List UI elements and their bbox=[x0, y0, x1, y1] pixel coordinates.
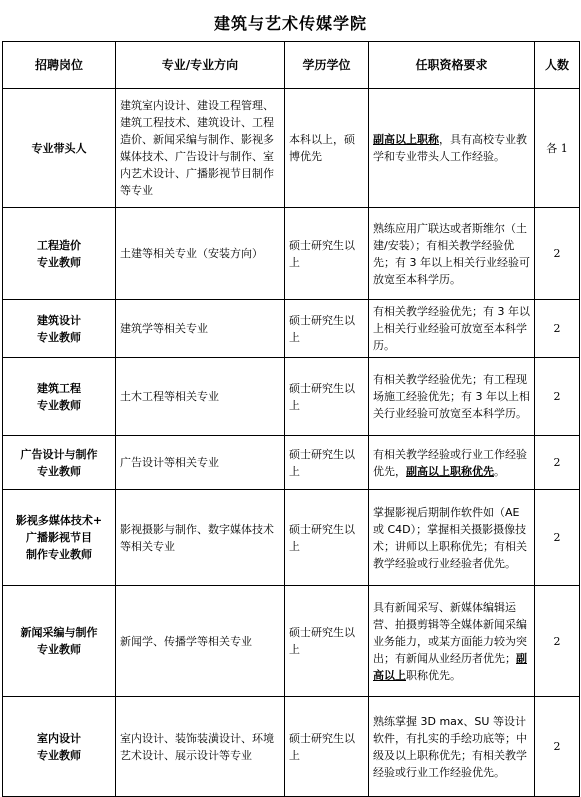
requirement-text: 熟练掌握 3D max、SU 等设计软件，有扎实的手绘功底等；中级及以上职称优先；有相关教学经验或行业工作经验优先。 bbox=[373, 714, 527, 779]
cell-position bbox=[3, 586, 116, 697]
table-header-row bbox=[3, 42, 580, 89]
position-line: 影视多媒体技术+ bbox=[15, 514, 103, 527]
cell-education: 硕士研究生以上 bbox=[285, 358, 369, 436]
cell-position bbox=[3, 300, 116, 358]
header-count: 人数 bbox=[535, 42, 580, 89]
position-line: 建筑设计 bbox=[37, 313, 81, 327]
cell-requirements bbox=[369, 436, 535, 490]
requirement-text: 职称优先。 bbox=[406, 668, 461, 682]
cell-major: 土木工程等相关专业 bbox=[116, 358, 285, 436]
position-line: 广告设计与制作 bbox=[20, 447, 98, 461]
cell-education: 硕士研究生以上 bbox=[285, 697, 369, 797]
requirement-emphasis: 副高以上职称优先 bbox=[406, 464, 494, 478]
position-line: 专业带头人 bbox=[31, 141, 87, 155]
header-major: 专业/专业方向 bbox=[116, 42, 285, 89]
position-line: 广播影视节目 bbox=[26, 531, 92, 544]
position-line: 专业教师 bbox=[37, 398, 81, 412]
cell-count: 2 bbox=[535, 358, 580, 436]
table-body bbox=[3, 89, 580, 797]
table-row bbox=[3, 586, 580, 697]
cell-education: 硕士研究生以上 bbox=[285, 490, 369, 586]
requirement-text: 具有新闻采写、新媒体编辑运营、拍摄剪辑等全媒体新闻采编业务能力，或某方面能力较为突出；有新闻从业经历者优先； bbox=[373, 600, 527, 665]
cell-count: 2 bbox=[535, 490, 580, 586]
cell-position bbox=[3, 208, 116, 300]
cell-major: 新闻学、传播学等相关专业 bbox=[116, 586, 285, 697]
cell-education: 硕士研究生以上 bbox=[285, 436, 369, 490]
recruitment-table bbox=[2, 41, 580, 797]
position-line: 专业教师 bbox=[37, 330, 81, 344]
cell-major: 土建等相关专业（安装方向） bbox=[116, 208, 285, 300]
position-line: 新闻采编与制作 bbox=[20, 626, 98, 639]
cell-count: 各 1 bbox=[535, 89, 580, 208]
position-line: 专业教师 bbox=[37, 464, 81, 478]
table-row bbox=[3, 697, 580, 797]
requirement-text: 有相关教学经验优先；有 3 年以上相关行业经验可放宽至本科学历。 bbox=[373, 305, 530, 352]
header-requirements: 任职资格要求 bbox=[369, 42, 535, 89]
table-row bbox=[3, 300, 580, 358]
cell-major: 建筑室内设计、建设工程管理、建筑工程技术、建筑设计、工程造价、新闻采编与制作、影视多媒体技术、广告设计与制作、室内艺术设计、广播影视节目制作等专业 bbox=[116, 89, 285, 208]
page-title: 建筑与艺术传媒学院 bbox=[213, 13, 367, 33]
requirement-text: 有相关教学经验优先；有工程现场施工经验优先；有 3 年以上相关行业经验可放宽至本科学历。 bbox=[373, 373, 530, 420]
cell-education: 本科以上，硕博优先 bbox=[285, 89, 369, 208]
table-row bbox=[3, 358, 580, 436]
position-line: 专业教师 bbox=[37, 255, 81, 269]
cell-requirements bbox=[369, 697, 535, 797]
requirement-text: ，具有高校专业教学和专业带头人工作经验。 bbox=[373, 133, 527, 163]
cell-major: 影视摄影与制作、数字媒体技术等相关专业 bbox=[116, 490, 285, 586]
position-line: 制作专业教师 bbox=[26, 548, 92, 561]
position-line: 专业教师 bbox=[37, 748, 81, 762]
cell-count: 2 bbox=[535, 208, 580, 300]
requirement-text: 掌握影视后期制作软件如（AE 或 C4D）；掌握相关摄影摄像技术；讲师以上职称优先；有相关教学经验或行业经验者优先。 bbox=[373, 505, 527, 570]
cell-requirements bbox=[369, 208, 535, 300]
table-row bbox=[3, 436, 580, 490]
cell-requirements bbox=[369, 89, 535, 208]
cell-requirements bbox=[369, 300, 535, 358]
header-position: 招聘岗位 bbox=[3, 42, 116, 89]
cell-position bbox=[3, 358, 116, 436]
cell-position bbox=[3, 89, 116, 208]
cell-major: 建筑学等相关专业 bbox=[116, 300, 285, 358]
position-line: 室内设计 bbox=[37, 731, 81, 745]
cell-position bbox=[3, 436, 116, 490]
cell-count: 2 bbox=[535, 697, 580, 797]
table-row bbox=[3, 490, 580, 586]
cell-education: 硕士研究生以上 bbox=[285, 300, 369, 358]
cell-requirements bbox=[369, 586, 535, 697]
cell-major: 室内设计、装饰装潢设计、环境艺术设计、展示设计等专业 bbox=[116, 697, 285, 797]
cell-major: 广告设计等相关专业 bbox=[116, 436, 285, 490]
requirement-text: 有相关教学经验或行业工作经验优先， bbox=[373, 447, 527, 478]
cell-count: 2 bbox=[535, 436, 580, 490]
cell-requirements bbox=[369, 490, 535, 586]
cell-count: 2 bbox=[535, 586, 580, 697]
cell-position bbox=[3, 697, 116, 797]
cell-count: 2 bbox=[535, 300, 580, 358]
requirement-text: 熟练应用广联达或者斯维尔（土建/安装）；有相关教学经验优先；有 3 年以上相关行业经验可放宽至本科学历。 bbox=[373, 221, 530, 286]
position-line: 建筑工程 bbox=[37, 381, 81, 395]
requirement-text: 。 bbox=[494, 464, 505, 478]
header-education: 学历学位 bbox=[285, 42, 369, 89]
position-line: 专业教师 bbox=[37, 643, 81, 656]
position-line: 工程造价 bbox=[37, 238, 81, 252]
cell-education: 硕士研究生以上 bbox=[285, 208, 369, 300]
requirement-emphasis: 副高以上职称 bbox=[373, 133, 439, 146]
cell-education: 硕士研究生以上 bbox=[285, 586, 369, 697]
cell-requirements bbox=[369, 358, 535, 436]
table-row bbox=[3, 89, 580, 208]
table-row bbox=[3, 208, 580, 300]
cell-position bbox=[3, 490, 116, 586]
requirement-emphasis: 副高以上 bbox=[373, 651, 527, 682]
